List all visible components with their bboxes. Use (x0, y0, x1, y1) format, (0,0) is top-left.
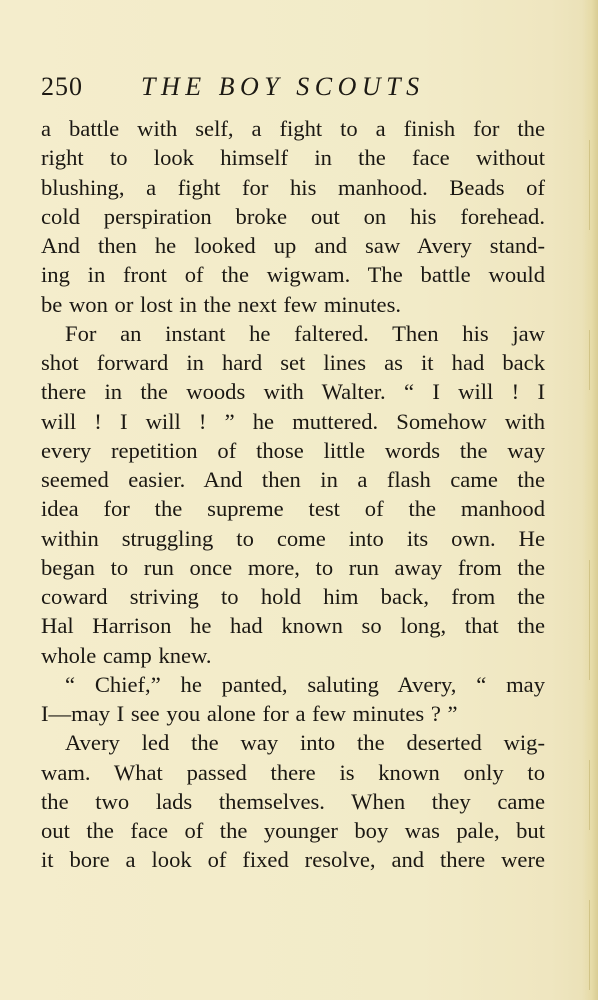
text-line: blushing, a fight for his manhood. Beads of (41, 174, 545, 200)
text-line: a battle with self, a fight to a finish for the (41, 116, 545, 141)
text-line: right to look himself in the face without (41, 145, 545, 171)
edge-mark (589, 330, 590, 390)
text-line: And then he looked up and saw Avery stand- (41, 233, 545, 258)
text-line: within struggling to come into its own. He (41, 525, 545, 551)
page-number: 250 (41, 72, 83, 101)
text-line: the two lads themselves. When they came (41, 788, 545, 814)
edge-mark (589, 760, 590, 830)
text-line: there in the woods with Walter. “ I will ! I (41, 379, 545, 405)
text-line: be won or lost in the next few minutes. (41, 291, 402, 317)
text-line: I—may I see you alone for a few minutes ? ” (41, 701, 458, 726)
text-line: For an instant he faltered. Then his jaw (65, 320, 545, 346)
text-line: cold perspiration broke out on his forehead. (41, 203, 545, 229)
running-head: THE BOY SCOUTS (141, 72, 425, 101)
text-line: seemed easier. And then in a flash came the (41, 467, 545, 492)
text-line: idea for the supreme test of the manhood (41, 496, 545, 522)
text-line: every repetition of those little words the way (41, 437, 545, 463)
text-line: it bore a look of fixed resolve, and there were (41, 847, 545, 873)
text-line: Avery led the way into the deserted wig- (65, 730, 545, 756)
text-line: wam. What passed there is known only to (41, 759, 545, 785)
edge-mark (589, 900, 590, 990)
edge-mark (589, 140, 590, 230)
body-text (41, 114, 545, 875)
text-line: began to run once more, to run away from the (41, 554, 545, 580)
text-line: shot forward in hard set lines as it had back (41, 350, 545, 375)
text-line: out the face of the younger boy was pale, but (41, 818, 545, 843)
text-line: will ! I will ! ” he muttered. Somehow with (41, 408, 545, 434)
text-line: ing in front of the wigwam. The battle would (41, 262, 545, 288)
text-line: coward striving to hold him back, from the (41, 584, 545, 609)
text-line: “ Chief,” he panted, saluting Avery, “ may (65, 671, 545, 697)
page-edge (582, 0, 598, 1000)
text-line: Hal Harrison he had known so long, that the (41, 613, 545, 639)
page-header (41, 72, 561, 106)
text-line: whole camp knew. (41, 642, 212, 668)
edge-mark (589, 560, 590, 680)
